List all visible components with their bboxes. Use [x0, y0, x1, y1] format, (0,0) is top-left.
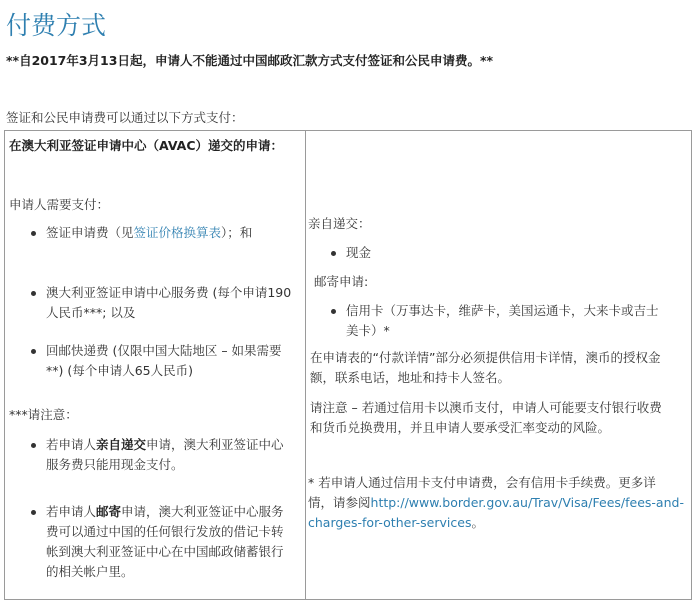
list-item: 签证申请费（见签证价格换算表）；和	[46, 223, 252, 243]
intro-text: 签证和公民申请费可以通过以下方式支付：	[6, 110, 244, 125]
payment-types-column	[306, 131, 691, 599]
payment-methods-table	[4, 130, 692, 600]
list-item: 现金	[346, 243, 371, 263]
list-item: 澳大利亚签证申请中心服务费 (每个申请190 人民币***; 以及	[46, 283, 291, 323]
card-details-text: 在申请表的“付款详情”部分必须提供信用卡详情，澳币的授权金 额，联系电话，地址和持卡人签名。	[310, 350, 661, 385]
bank-fee-warning: 请注意 – 若通过信用卡以澳币支付，申请人可能要支付银行收费 和货币兑换费用，并且申请人要承受汇率变动的风险。	[310, 400, 662, 435]
avac-header: 在澳大利亚签证申请中心（AVAC）递交的申请：	[9, 138, 283, 153]
note-label: ***请注意：	[9, 407, 78, 422]
need-to-pay-label: 申请人需要支付：	[9, 197, 110, 212]
list-item: 若申请人亲自递交申请，澳大利亚签证中心 服务费只能用现金支付。	[46, 435, 284, 475]
fees-link[interactable]: http://www.border.gov.au/Trav/Visa/Fees/fees-and-	[370, 495, 684, 510]
visa-price-converter-link[interactable]: 签证价格换算表	[133, 225, 222, 240]
list-item: 信用卡（万事达卡，维萨卡，美国运通卡，大来卡或吉士 美卡）*	[346, 301, 659, 341]
avac-column	[5, 131, 305, 599]
mail-label: 邮寄申请:	[314, 274, 369, 289]
page-title: 付费方式	[6, 11, 107, 40]
notice-text: **自2017年3月13日起，申请人不能通过中国邮政汇款方式支付签证和公民申请费。**	[6, 53, 494, 68]
card-surcharge-note: * 若申请人通过信用卡支付申请费，会有信用卡手续费。更多详 情，请参阅http://www.border.gov.au/Trav/Visa/Fees/fees-and- charges-for-other-services。	[308, 475, 684, 530]
in-person-label: 亲自递交：	[308, 216, 371, 231]
list-item: 回邮快递费 (仅限中国大陆地区 – 如果需要 **) (每个申请人65人民币)	[46, 341, 282, 381]
fees-link-continued[interactable]: charges-for-other-services	[308, 515, 472, 530]
list-item: 若申请人邮寄申请，澳大利亚签证中心服务 费可以通过中国的任何银行发放的借记卡转 帐到澳大利亚签证中心在中国邮政储蓄银行 的相关帐户里。	[46, 502, 284, 582]
